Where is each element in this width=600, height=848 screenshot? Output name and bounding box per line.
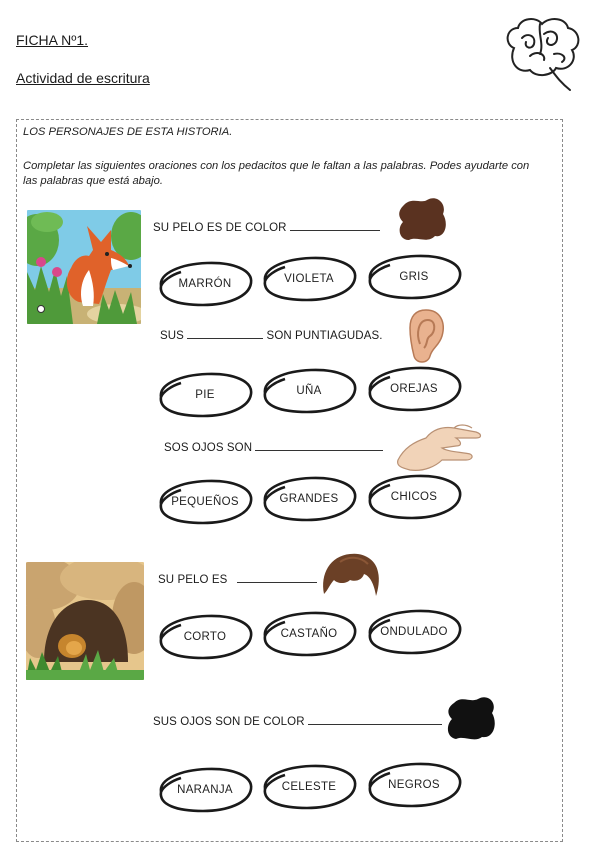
hair-icon (320, 550, 382, 600)
brown-color-splotch-icon (397, 196, 449, 244)
option-chip[interactable] (153, 765, 257, 815)
answer-blank-5[interactable] (308, 714, 442, 725)
option-chip[interactable] (257, 254, 361, 304)
sentence-2-text-after: SON PUNTIAGUDAS. (266, 330, 383, 342)
option-label: GRANDES (279, 493, 339, 505)
sentence-1-text: SU PELO ES DE COLOR (153, 222, 287, 234)
option-label: VIOLETA (284, 273, 334, 285)
option-chip[interactable] (362, 252, 466, 302)
option-label: MARRÓN (178, 278, 232, 290)
sentence-5-text: SUS OJOS SON DE COLOR (153, 716, 305, 728)
sentence-1 (153, 220, 380, 234)
fox-illustration (27, 210, 141, 324)
option-label: CHICOS (390, 491, 438, 503)
option-label: PEQUEÑOS (171, 496, 239, 508)
option-label: CORTO (183, 631, 227, 643)
option-label: NARANJA (177, 784, 233, 796)
worksheet-title: FICHA Nº1. (16, 32, 89, 48)
option-label: CELESTE (281, 781, 337, 793)
option-label: PIE (195, 389, 215, 401)
option-chip[interactable] (153, 259, 257, 309)
instructions-text: Completar las siguientes oraciones con los pedacitos que le faltan a las palabras. Podes ayudarte con las palabras que está abajo. (23, 160, 530, 187)
sentence-4 (158, 572, 317, 586)
option-chip[interactable] (257, 762, 361, 812)
option-label: NEGROS (388, 779, 440, 791)
answer-blank-3[interactable] (255, 440, 383, 451)
answer-blank-2[interactable] (187, 328, 263, 339)
sentence-5 (153, 714, 442, 728)
pinching-hand-icon (396, 420, 482, 474)
option-chip[interactable] (257, 609, 361, 659)
sentence-3 (164, 440, 383, 454)
answer-blank-1[interactable] (290, 220, 380, 231)
option-chip[interactable] (153, 370, 257, 420)
option-chip[interactable] (362, 472, 466, 522)
sentence-2-text-before: SUS (160, 330, 184, 342)
option-chip[interactable] (153, 612, 257, 662)
answer-blank-4[interactable] (237, 572, 317, 583)
black-color-splotch-icon (446, 695, 498, 743)
option-chip[interactable] (362, 364, 466, 414)
option-chip[interactable] (257, 474, 361, 524)
worksheet-subtitle: Actividad de escritura (16, 70, 150, 86)
option-label: OREJAS (390, 383, 438, 395)
option-chip[interactable] (362, 760, 466, 810)
ear-icon (406, 308, 446, 364)
option-chip[interactable] (362, 607, 466, 657)
option-chip[interactable] (257, 366, 361, 416)
option-label: ONDULADO (380, 626, 448, 638)
sentence-3-text: SOS OJOS SON (164, 442, 253, 454)
option-label: GRIS (399, 271, 429, 283)
sentence-2 (160, 328, 383, 342)
sentence-4-text: SU PELO ES (158, 574, 228, 586)
option-chip[interactable] (153, 477, 257, 527)
option-label: UÑA (296, 385, 322, 397)
instructions-heading: LOS PERSONAJES DE ESTA HISTORIA. (23, 126, 233, 138)
lion-cave-illustration (26, 562, 144, 680)
brain-icon (500, 14, 584, 94)
option-label: CASTAÑO (280, 628, 338, 640)
